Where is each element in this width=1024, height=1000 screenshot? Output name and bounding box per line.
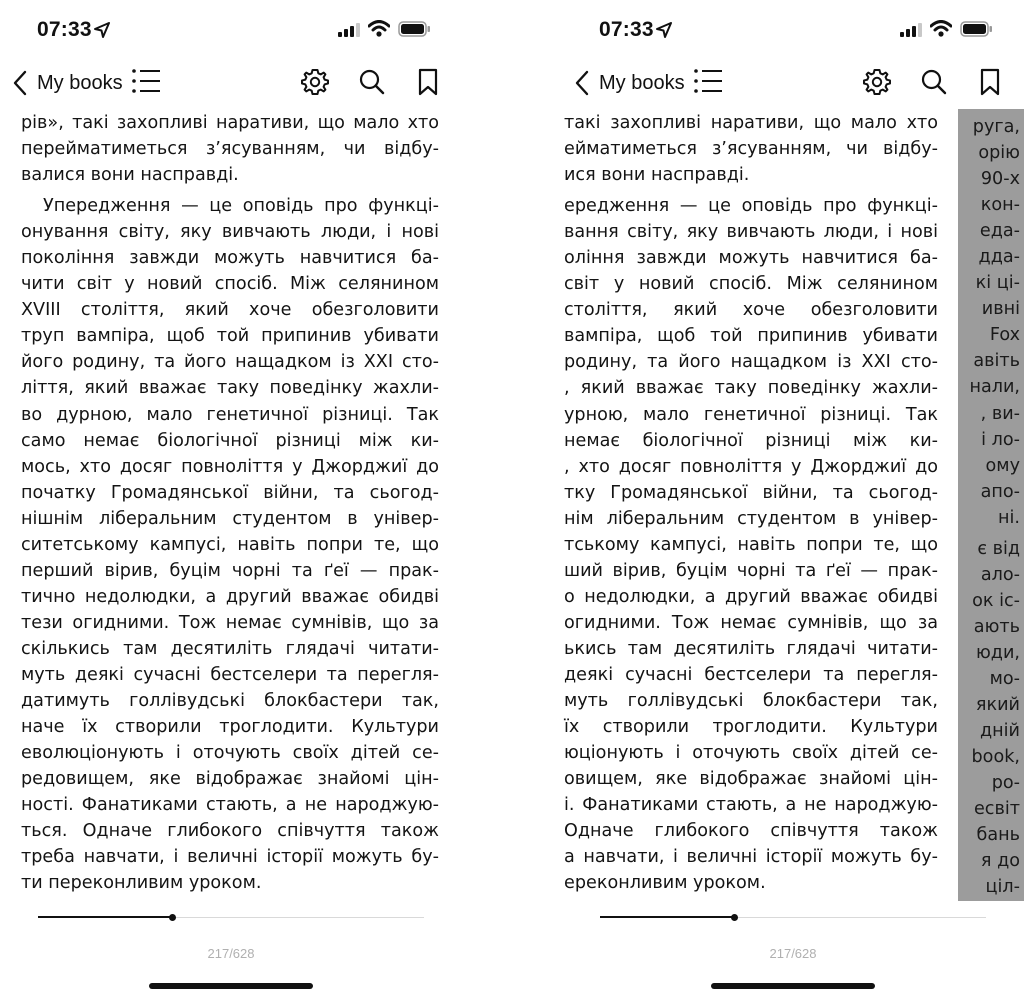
text-line: ліття, який вважає таку поведінку жахли- xyxy=(21,378,439,399)
text-line: нім ліберальним студентом в універ- xyxy=(564,508,938,529)
reading-progress-slider[interactable] xyxy=(600,916,986,920)
text-line: ейматиметься з’ясуванням, чи відбу- xyxy=(564,139,938,160)
text-line: труп вампіра, щоб той припинив убивати xyxy=(21,326,439,347)
text-line: валися вони насправді. xyxy=(21,165,239,186)
next-page-fragment: ало- xyxy=(980,564,1020,585)
next-page-fragment: дній xyxy=(980,721,1020,742)
text-line: овищем, яке відображає знайомі цін- xyxy=(564,769,938,790)
status-time: 07:33 xyxy=(599,18,654,41)
text-line: треба навчати, і величні історії можуть бу- xyxy=(21,847,439,868)
text-line: XVIII століття, який хоче обезголовити xyxy=(21,300,439,321)
status-bar xyxy=(562,0,1024,60)
text-line: ться. Одначе глибокого співчуття також xyxy=(21,821,439,842)
back-label: My books xyxy=(599,71,685,94)
battery-icon xyxy=(960,21,993,37)
reader-screen-left xyxy=(0,0,462,1000)
gear-icon[interactable] xyxy=(301,68,329,96)
text-line: чити світ у новий спосіб. Між селянином xyxy=(21,274,439,295)
text-line: перейматиметься з’ясуванням, чи відбу- xyxy=(21,139,439,160)
next-page-fragment: ні. xyxy=(998,507,1020,528)
text-line: ередження — це оповідь про функці- xyxy=(564,196,938,217)
text-line: юціонують і оточують своїх дітей се- xyxy=(564,743,938,764)
next-page-fragment: і ло- xyxy=(981,429,1020,450)
text-line: огидними. Тож немає сумнівів, що за xyxy=(564,612,938,633)
back-label: My books xyxy=(37,71,123,94)
next-page-fragment: мо- xyxy=(989,668,1020,689)
text-line: Упередження — це оповідь про функці- xyxy=(43,196,439,217)
text-line: тези огидними. Тож немає сумнівів, що за xyxy=(21,612,439,633)
text-line: онування світу, яку вивчають люди, і нові xyxy=(21,222,439,243)
text-line: муть деякі сучасні бестселери та перегля- xyxy=(21,664,439,685)
text-line: Одначе глибокого співчуття також xyxy=(564,821,938,842)
text-line: його родину, та його нащадком із XXI сто- xyxy=(21,352,439,373)
text-line: во дурною, мало генетичної різниці. Так xyxy=(21,404,439,425)
next-page-fragment: еда- xyxy=(979,221,1020,242)
page-indicator: 217/628 xyxy=(207,946,255,961)
next-page-fragment: є від xyxy=(977,538,1020,559)
next-page-fragment: , ви- xyxy=(980,403,1020,424)
text-line: тському кампусі, навіть попри те, що xyxy=(564,534,938,555)
next-page-fragment: ро- xyxy=(991,773,1020,794)
text-line: мось, хто досяг повноліття у Джорджиї до xyxy=(21,456,439,477)
next-page-fragment: дда- xyxy=(978,247,1020,268)
search-icon[interactable] xyxy=(358,68,386,96)
text-line: їх створили троглодити. Культури xyxy=(564,717,938,738)
text-line: початку Громадянської війни, та сьогод- xyxy=(21,482,439,503)
progress-fill xyxy=(600,916,734,918)
text-line: вання світу, яку вивчають люди, і нові xyxy=(564,222,938,243)
next-page-fragment: ок іс- xyxy=(972,590,1020,611)
search-icon[interactable] xyxy=(920,68,948,96)
next-page-fragment: апо- xyxy=(980,481,1020,502)
page-curl-next-page[interactable] xyxy=(958,109,1024,901)
text-line: само немає біологічної різниці між ки- xyxy=(21,430,439,451)
gear-icon[interactable] xyxy=(863,68,891,96)
next-page-fragment: я до xyxy=(980,851,1020,872)
next-page-text xyxy=(958,114,1024,900)
next-page-fragment: есвіт xyxy=(973,799,1020,820)
text-line: муть голлівудські блокбастери так, xyxy=(564,691,938,712)
location-arrow-icon xyxy=(94,22,110,38)
next-page-fragment: руга, xyxy=(972,117,1020,137)
book-page-text xyxy=(564,110,938,896)
text-line: наче їх створили троглодити. Культури xyxy=(21,717,439,738)
next-page-fragment: юди, xyxy=(975,642,1020,663)
back-button[interactable] xyxy=(10,66,123,100)
wifi-icon xyxy=(930,20,952,37)
next-page-fragment: який xyxy=(975,695,1020,716)
next-page-fragment: кі ці- xyxy=(975,273,1020,294)
next-page-fragment: бань xyxy=(976,825,1020,846)
next-page-fragment: ому xyxy=(985,455,1020,476)
text-line: ися вони насправді. xyxy=(564,165,750,186)
bookmark-icon[interactable] xyxy=(416,68,440,96)
text-line: скількись там десятиліть глядачі читати- xyxy=(21,638,439,659)
status-bar xyxy=(0,0,462,60)
next-page-fragment: орію xyxy=(978,143,1020,164)
text-line: немає біологічної різниці між ки- xyxy=(564,430,938,451)
reader-nav-bar xyxy=(562,62,1024,102)
reader-nav-bar xyxy=(0,62,462,102)
text-line: ший вірив, буцім чорні та ґеї — прак- xyxy=(564,560,938,581)
text-line: ситетському кампусі, навіть попри те, що xyxy=(21,534,439,555)
text-line: століття, який хоче обезголовити xyxy=(564,300,938,321)
reading-progress-slider[interactable] xyxy=(38,916,424,920)
next-page-fragment: Fox xyxy=(989,325,1020,346)
cellular-signal-icon xyxy=(338,23,360,37)
text-line: редовищем, яке відображає знайомі цін- xyxy=(21,769,439,790)
location-arrow-icon xyxy=(656,22,672,38)
next-page-fragment: ціл- xyxy=(985,877,1020,898)
back-button[interactable] xyxy=(572,66,685,100)
text-line: перший вірив, буцім чорні та ґеї — прак- xyxy=(21,560,439,581)
next-page-fragment: book, xyxy=(971,747,1020,768)
text-line: рів», такі захопливі наративи, що мало хто xyxy=(21,113,439,133)
next-page-fragment: авіть xyxy=(973,351,1020,372)
book-page-text xyxy=(21,110,439,896)
next-page-fragment: кон- xyxy=(980,195,1020,216)
page-indicator: 217/628 xyxy=(769,946,817,961)
text-line: датимуть голлівудські блокбастери так, xyxy=(21,691,439,712)
text-line: , хто досяг повноліття у Джорджиї до xyxy=(564,456,938,477)
next-page-fragment: ають xyxy=(973,616,1020,637)
bookmark-icon[interactable] xyxy=(978,68,1002,96)
text-line: еволюціонують і оточують своїх дітей се- xyxy=(21,743,439,764)
text-line: урною, мало генетичної різниці. Так xyxy=(564,404,938,425)
text-line: вампіра, щоб той припинив убивати xyxy=(564,326,938,347)
progress-knob[interactable] xyxy=(731,914,738,921)
text-line: , який вважає таку поведінку жахли- xyxy=(564,378,938,399)
text-line: ькись там десятиліть глядачі читати- xyxy=(564,638,938,659)
battery-icon xyxy=(398,21,431,37)
text-line: і. Фанатиками стають, а не народжую- xyxy=(564,795,938,816)
table-of-contents-icon[interactable] xyxy=(693,68,723,94)
chevron-left-icon xyxy=(572,69,594,97)
text-line: тку Громадянської війни, та сьогод- xyxy=(564,482,938,503)
status-time: 07:33 xyxy=(37,18,92,41)
text-line: оління завжди можуть навчитися ба- xyxy=(564,248,938,269)
text-line: нішнім ліберальним студентом в універ- xyxy=(21,508,439,529)
next-page-fragment: 90-х xyxy=(980,169,1020,190)
table-of-contents-icon[interactable] xyxy=(131,68,161,94)
chevron-left-icon xyxy=(10,69,32,97)
text-line: ності. Фанатиками стають, а не народжую- xyxy=(21,795,439,816)
next-page-fragment: ивні xyxy=(981,299,1020,320)
cellular-signal-icon xyxy=(900,23,922,37)
text-line: родину, та його нащадком із XXI сто- xyxy=(564,352,938,373)
wifi-icon xyxy=(368,20,390,37)
text-line: деякі сучасні бестселери та перегля- xyxy=(564,664,938,685)
text-line: покоління завжди можуть навчитися ба- xyxy=(21,248,439,269)
text-line: світ у новий спосіб. Між селянином xyxy=(564,274,938,295)
progress-fill xyxy=(38,916,172,918)
text-line: такі захопливі наративи, що мало хто xyxy=(564,113,938,133)
home-indicator[interactable] xyxy=(149,983,313,989)
reader-screen-right xyxy=(562,0,1024,1000)
text-line: а навчати, і величні історії можуть бу- xyxy=(564,847,938,868)
text-line: тично недолюдки, а другий вважає обидві xyxy=(21,586,439,607)
text-line: о недолюдки, а другий вважає обидві xyxy=(564,586,938,607)
progress-knob[interactable] xyxy=(169,914,176,921)
home-indicator[interactable] xyxy=(711,983,875,989)
next-page-fragment: нали, xyxy=(969,377,1020,398)
text-line: ти переконливим уроком. xyxy=(21,873,262,894)
text-line: ереконливим уроком. xyxy=(564,873,766,894)
